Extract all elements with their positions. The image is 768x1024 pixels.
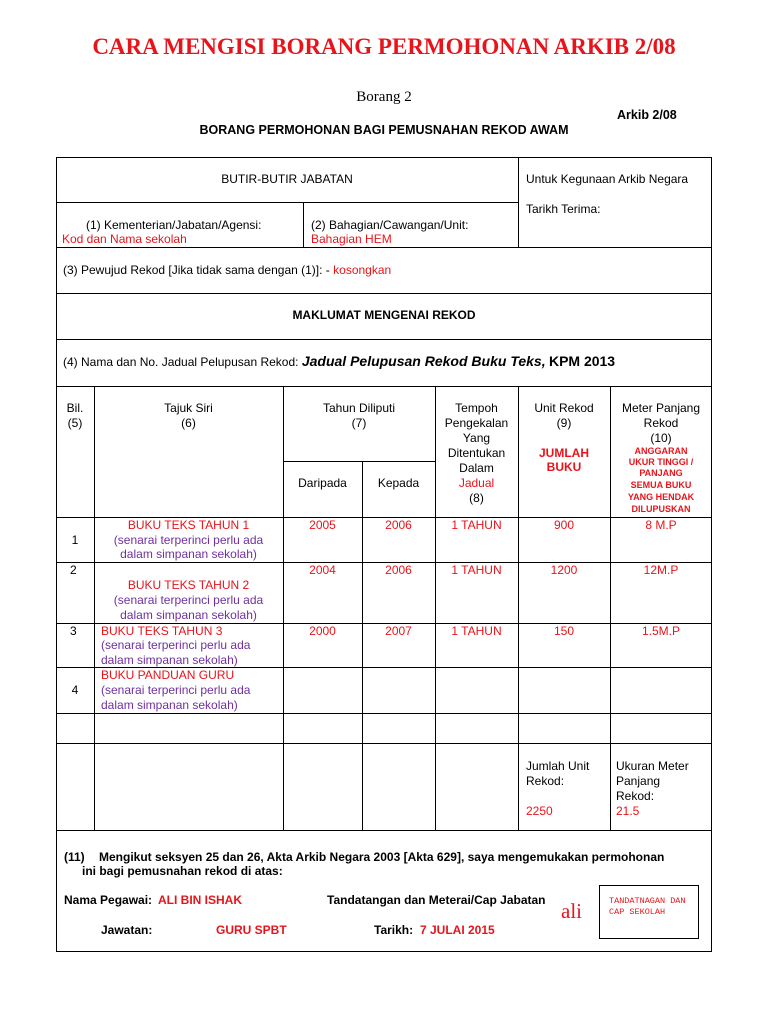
row-retention: 1 TAHUN xyxy=(451,518,502,532)
officer-label: Nama Pegawai: xyxy=(64,893,153,907)
date-label: Tarikh: xyxy=(374,923,414,937)
form-number: Borang 2 xyxy=(356,89,412,105)
signature: ali xyxy=(561,899,582,923)
header-retention: Tempoh xyxy=(455,401,498,415)
divider xyxy=(283,461,435,462)
divider xyxy=(362,461,363,830)
row-bil: 3 xyxy=(70,624,77,638)
total-units-value: 2250 xyxy=(526,804,553,818)
position-label: Jawatan: xyxy=(101,923,153,937)
header-title-no: (6) xyxy=(181,416,196,430)
header-retention: Pengekalan xyxy=(444,416,509,430)
form-title: BORANG PERMOHONAN BAGI PEMUSNAHAN REKOD AWAM xyxy=(199,123,569,137)
total-meter-value: 21.5 xyxy=(616,804,640,818)
row-title: BUKU PANDUAN GURU xyxy=(101,668,235,682)
header-meter-note: PANJANG xyxy=(639,468,683,478)
header-title: Tajuk Siri xyxy=(164,401,213,415)
row-from: 2005 xyxy=(309,518,336,532)
header-retention: Ditentukan xyxy=(447,446,506,460)
declaration-text: ini bagi pemusnahan rekod di atas: xyxy=(82,864,283,878)
total-units-label: Rekod: xyxy=(526,774,565,788)
header-year: Tahun Diliputi xyxy=(322,401,396,415)
header-meter-note: ANGGARAN xyxy=(634,446,688,456)
signature-label xyxy=(327,893,551,908)
header-meter-no: (10) xyxy=(650,431,672,445)
row-to: 2006 xyxy=(385,563,412,577)
schedule-value: KPM 2013 xyxy=(548,353,616,369)
divider xyxy=(56,247,712,248)
arkib-reference: Arkib 2/08 xyxy=(617,108,677,122)
schedule-value-italic: Jadual Pelupusan Rekod Buku Teks, xyxy=(301,353,546,369)
row-bil: 4 xyxy=(71,683,79,697)
row-meters: 1.5M.P xyxy=(641,624,680,638)
divider xyxy=(56,202,518,203)
header-retention-no: (8) xyxy=(469,491,484,505)
header-retention: Dalam xyxy=(459,461,494,475)
header-year-no: (7) xyxy=(351,416,367,430)
divider xyxy=(303,202,304,247)
record-creator-value: kosongkan xyxy=(333,263,392,277)
header-unit-note: BUKU xyxy=(546,460,582,474)
archive-use-label: Untuk Kegunaan Arkib Negara xyxy=(526,172,689,186)
divider xyxy=(56,830,712,831)
total-meter-label: Panjang xyxy=(616,774,661,788)
row-retention: 1 TAHUN xyxy=(451,563,502,577)
total-meter-label: Ukuran Meter xyxy=(616,759,689,773)
header-from: Daripada xyxy=(298,476,347,490)
row-units: 900 xyxy=(553,518,575,532)
declaration-number: (11) xyxy=(64,850,85,864)
total-units-label: Jumlah Unit xyxy=(526,759,590,773)
row-note: (senarai terperinci perlu ada xyxy=(113,593,264,607)
row-note: dalam simpanan sekolah) xyxy=(101,653,238,667)
row-note: dalam simpanan sekolah) xyxy=(120,547,257,561)
record-creator-label: (3) Pewujud Rekod [Jika tidak sama dengan (1)]: - xyxy=(63,263,330,277)
divider xyxy=(283,386,284,830)
declaration-text: Mengikut seksyen 25 dan 26, Akta Arkib Negara 2003 [Akta 629], saya mengemukakan permohonan xyxy=(99,850,665,864)
row-from: 2000 xyxy=(309,624,336,638)
header-to: Kepada xyxy=(377,476,420,490)
record-creator-field xyxy=(63,263,391,278)
header-meter-note: SEMUA BUKU xyxy=(630,480,692,490)
row-to: 2007 xyxy=(385,624,412,638)
header-meter-note: UKUR TINGGI / xyxy=(628,457,694,467)
row-meters: 8 M.P xyxy=(645,518,677,532)
divider xyxy=(56,713,712,714)
row-note: dalam simpanan sekolah) xyxy=(120,608,257,622)
row-note: (senarai terperinci perlu ada xyxy=(113,533,264,547)
row-from: 2004 xyxy=(309,563,336,577)
division-label: (2) Bahagian/Cawangan/Unit: xyxy=(311,218,469,232)
header-retention-note: Jadual xyxy=(458,476,495,490)
header-meter: Meter Panjang xyxy=(621,401,701,415)
row-to: 2006 xyxy=(385,518,412,532)
stamp-text: TANDATNAGAN DAN CAP SEKOLAH xyxy=(609,896,686,917)
schedule-field xyxy=(63,354,615,370)
date-value: 7 JULAI 2015 xyxy=(420,923,495,937)
record-section-heading: MAKLUMAT MENGENAI REKOD xyxy=(292,308,476,322)
row-bil: 1 xyxy=(71,533,79,547)
header-meter-note: YANG HENDAK xyxy=(627,492,695,502)
row-title: BUKU TEKS TAHUN 3 xyxy=(101,624,223,638)
total-meter-label: Rekod: xyxy=(616,789,655,803)
ministry-label: (1) Kementerian/Jabatan/Agensi: xyxy=(86,218,262,232)
division-value: Bahagian HEM xyxy=(311,232,392,246)
header-bil: Bil. xyxy=(66,401,84,415)
position-value: GURU SPBT xyxy=(216,923,287,937)
divider xyxy=(518,157,519,247)
divider xyxy=(56,386,712,387)
header-retention: Yang xyxy=(462,431,491,445)
header-unit-note: JUMLAH xyxy=(539,446,589,460)
ministry-value: Kod dan Nama sekolah xyxy=(62,232,187,246)
row-units: 150 xyxy=(553,624,575,638)
row-note: (senarai terperinci perlu ada xyxy=(101,683,251,697)
divider xyxy=(56,743,712,744)
officer-value: ALI BIN ISHAK xyxy=(158,893,242,907)
dept-section-heading: BUTIR-BUTIR JABATAN xyxy=(221,172,353,186)
row-note: (senarai terperinci perlu ada xyxy=(101,638,251,652)
header-unit: Unit Rekod xyxy=(534,401,594,415)
header-meter: Rekod xyxy=(643,416,679,430)
row-bil: 2 xyxy=(70,563,77,577)
schedule-label: (4) Nama dan No. Jadual Pelupusan Rekod: xyxy=(63,355,299,369)
row-note: dalam simpanan sekolah) xyxy=(101,698,238,712)
header-meter-note: DILUPUSKAN xyxy=(631,504,691,514)
page-title: CARA MENGISI BORANG PERMOHONAN ARKIB 2/08 xyxy=(92,34,676,59)
signature-label-text: Tandatangan dan Meterai/Cap Jabatan xyxy=(327,893,546,907)
header-unit-no: (9) xyxy=(556,416,572,430)
received-date-label: Tarikh Terima: xyxy=(526,202,601,216)
row-retention: 1 TAHUN xyxy=(451,624,502,638)
row-title: BUKU TEKS TAHUN 2 xyxy=(127,578,250,592)
divider xyxy=(56,293,712,294)
row-units: 1200 xyxy=(550,563,578,577)
divider xyxy=(56,339,712,340)
row-title: BUKU TEKS TAHUN 1 xyxy=(127,518,250,532)
row-meters: 12M.P xyxy=(643,563,679,577)
header-bil-no: (5) xyxy=(67,416,83,430)
